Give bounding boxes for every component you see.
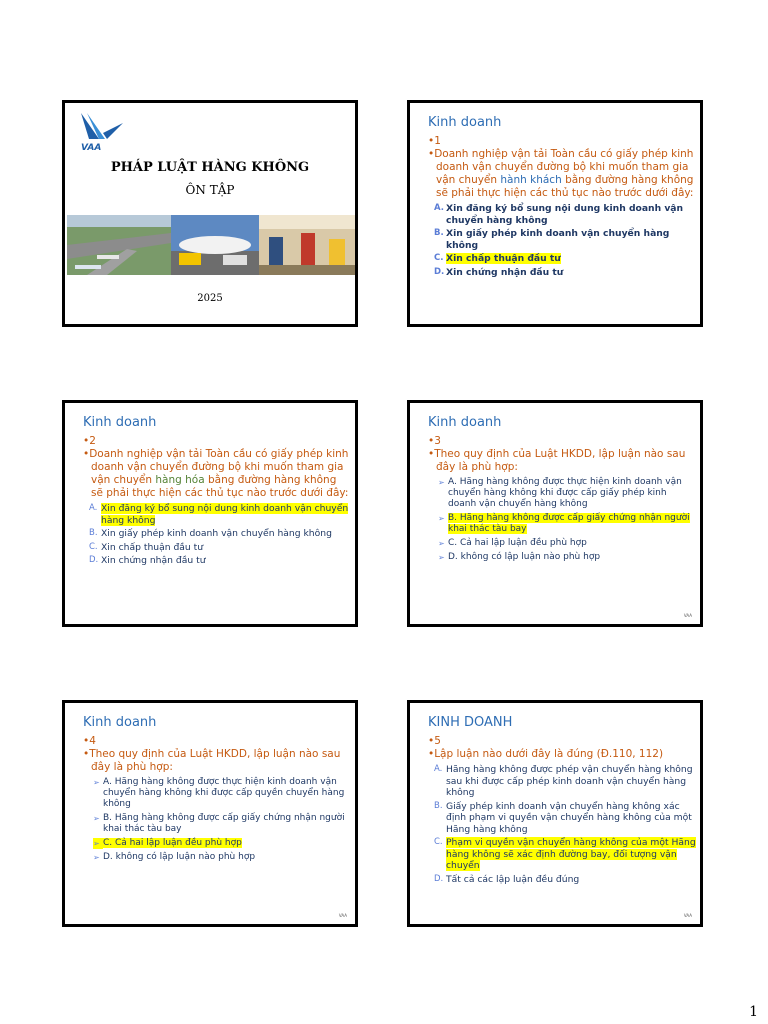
option-text: Hãng hàng không được phép vận chuyển hàng không sau khi được cấp phép kinh doanh vận chuyển hàng không [446, 764, 693, 798]
option-text: D. không có lập luận nào phù hợp [103, 852, 256, 862]
option-letter: C. [89, 541, 98, 552]
arrow-bullet-icon: ➢ [93, 838, 103, 849]
option-text: A. Hãng hàng không được thực hiện kinh doanh vận chuyển hàng không khi được cấp quyền chuyển hàng không [103, 777, 345, 809]
cover-year: 2025 [197, 293, 223, 304]
slide-heading: KINH DOANH [428, 715, 513, 730]
slide-footer: VAA [683, 913, 692, 918]
arrow-bullet-icon: ➢ [93, 814, 100, 823]
aircraft-service-image [171, 215, 259, 275]
question-number: •1 [428, 135, 441, 147]
aviation-photos [67, 215, 357, 275]
question-text: •Theo quy định của Luật HKDD, lập luận nào sau đây là phù hợp: [428, 448, 686, 473]
option-c-correct [434, 837, 696, 872]
option-text: B. Hãng hàng không được cấp giấy chứng nhận người khai thác tàu bay [103, 813, 345, 834]
vaa-logo-icon [77, 109, 125, 153]
option-letter: C. [434, 253, 444, 263]
slide-cover [62, 100, 358, 327]
option-letter: A. [89, 503, 98, 513]
cover-title: PHÁP LUẬT HÀNG KHÔNG [110, 160, 310, 175]
slide-question-1 [407, 100, 703, 327]
slide-body [83, 435, 351, 569]
slide-question-5 [407, 700, 703, 927]
option-d [434, 267, 696, 279]
option-letter: C. [434, 837, 443, 847]
option-letter: B. [434, 800, 443, 811]
slide-question-2 [62, 400, 358, 627]
answer-options [83, 503, 351, 567]
question-keyword: hành khách [500, 174, 562, 186]
option-c-correct [93, 838, 351, 849]
slide-body [428, 735, 696, 887]
slide-body [428, 435, 696, 566]
page-number: 1 [749, 1004, 758, 1020]
question-text-part2: bằng đường hàng không sẽ phải thực hiện các thủ tục nào trước dưới đây: [91, 474, 349, 499]
question-number: •4 [83, 735, 96, 747]
option-b [89, 528, 351, 540]
slide-footer: VAA [338, 913, 347, 918]
airport-runway-image [67, 215, 171, 275]
option-c [89, 542, 351, 554]
question-text [428, 148, 696, 200]
slide-heading: Kinh doanh [428, 415, 502, 430]
option-text: Xin đăng ký bổ sung nội dung kinh doanh vận chuyển hàng không [101, 503, 349, 526]
question-number: •2 [83, 435, 96, 447]
arrow-bullet-icon: ➢ [93, 778, 100, 787]
question-text-part1: •Doanh nghiệp vận tải Toàn cầu có giấy phép kinh doanh vận chuyển đường bộ khi muốn tham gia vận chuyển [428, 148, 694, 186]
cabin-crew-image [259, 215, 357, 275]
option-text: Xin chứng nhận đầu tư [446, 266, 564, 278]
slide-question-4 [62, 700, 358, 927]
option-text: Xin đăng ký bổ sung nội dung kinh doanh vận chuyển hàng không [446, 203, 684, 226]
slide-question-3 [407, 400, 703, 627]
option-letter: A. [434, 764, 443, 774]
option-a-correct [89, 503, 351, 526]
arrow-bullet-icon: ➢ [438, 478, 445, 487]
option-text: Xin giấy phép kinh doanh vận chuyển hàng không [101, 528, 332, 539]
question-number: •5 [428, 735, 441, 747]
slide-body [83, 735, 351, 866]
arrow-bullet-icon: ➢ [438, 539, 445, 548]
option-text: D. không có lập luận nào phù hợp [448, 552, 601, 562]
option-text: B. Hãng hàng không được cấp giấy chứng nhận người khai thác tàu bay [448, 513, 690, 534]
option-a [93, 777, 351, 810]
option-text: Xin giấy phép kinh doanh vận chuyển hàng không [446, 228, 670, 251]
option-text: C. Cả hai lập luận đều phù hợp [448, 538, 587, 548]
option-text: Giấy phép kinh doanh vận chuyển hàng không xác định phạm vi quyền vận chuyển hàng không của một Hãng hàng không [446, 800, 692, 835]
option-d [93, 852, 351, 863]
option-a [438, 477, 696, 510]
option-d [434, 874, 696, 886]
option-b [434, 228, 696, 251]
option-letter: A. [434, 203, 444, 213]
option-text: Tất cả các lập luận đều đúng [446, 873, 580, 885]
option-c-correct [434, 253, 696, 265]
option-letter: B. [89, 528, 98, 538]
answer-options [83, 777, 351, 863]
question-text: •Theo quy định của Luật HKDD, lập luận nào sau đây là phù hợp: [83, 748, 341, 773]
option-text: Xin chấp thuận đầu tư [101, 541, 204, 553]
option-c [438, 538, 696, 549]
option-d [438, 552, 696, 563]
answer-options [428, 477, 696, 563]
arrow-bullet-icon: ➢ [438, 514, 445, 523]
option-letter: D. [434, 873, 444, 884]
question-text-part2: bằng đường hàng không sẽ phải thực hiện các thủ tục nào trước dưới đây: [436, 174, 694, 199]
slide-heading: Kinh doanh [428, 115, 502, 130]
slide-body [428, 135, 696, 280]
option-text: C. Cả hai lập luận đều phù hợp [103, 838, 242, 848]
option-text: Phạm vi quyền vận chuyển hàng không của một Hãng hàng không sẽ xác định đường bay, đối tượng vận chuyển [446, 837, 696, 871]
question-text [83, 448, 351, 500]
question-text: •Lập luận nào dưới đây là đúng (Đ.110, 112) [428, 748, 664, 760]
option-letter: D. [434, 266, 445, 277]
slide-heading: Kinh doanh [83, 715, 157, 730]
option-b [93, 813, 351, 835]
question-number: •3 [428, 435, 441, 447]
option-letter: D. [89, 555, 99, 565]
option-d [89, 555, 351, 567]
slide-heading: Kinh doanh [83, 415, 157, 430]
option-text: Xin chứng nhận đầu tư [101, 555, 206, 566]
option-b [434, 801, 696, 836]
option-a [434, 764, 696, 799]
arrow-bullet-icon: ➢ [93, 853, 100, 862]
option-letter: B. [434, 228, 444, 238]
option-text: A. Hãng hàng không được thực hiện kinh doanh vận chuyển hàng không khi được cấp giấy phép kinh doanh vận chuyển hàng không [448, 477, 682, 509]
cover-subtitle: ÔN TẬP [185, 183, 235, 197]
arrow-bullet-icon: ➢ [438, 553, 445, 562]
question-text-part1: •Doanh nghiệp vận tải Toàn cầu có giấy phép kinh doanh vận chuyển đường bộ khi muốn tham gia vận chuyển [83, 448, 349, 486]
question-keyword: hàng hóa [155, 474, 205, 486]
logo-text: VAA [81, 143, 102, 153]
answer-options [428, 203, 696, 278]
slide-footer: VAA [683, 613, 692, 618]
answer-options [428, 764, 696, 885]
option-a [434, 203, 696, 226]
option-b-correct [438, 513, 696, 535]
option-text: Xin chấp thuận đầu tư [446, 253, 561, 264]
